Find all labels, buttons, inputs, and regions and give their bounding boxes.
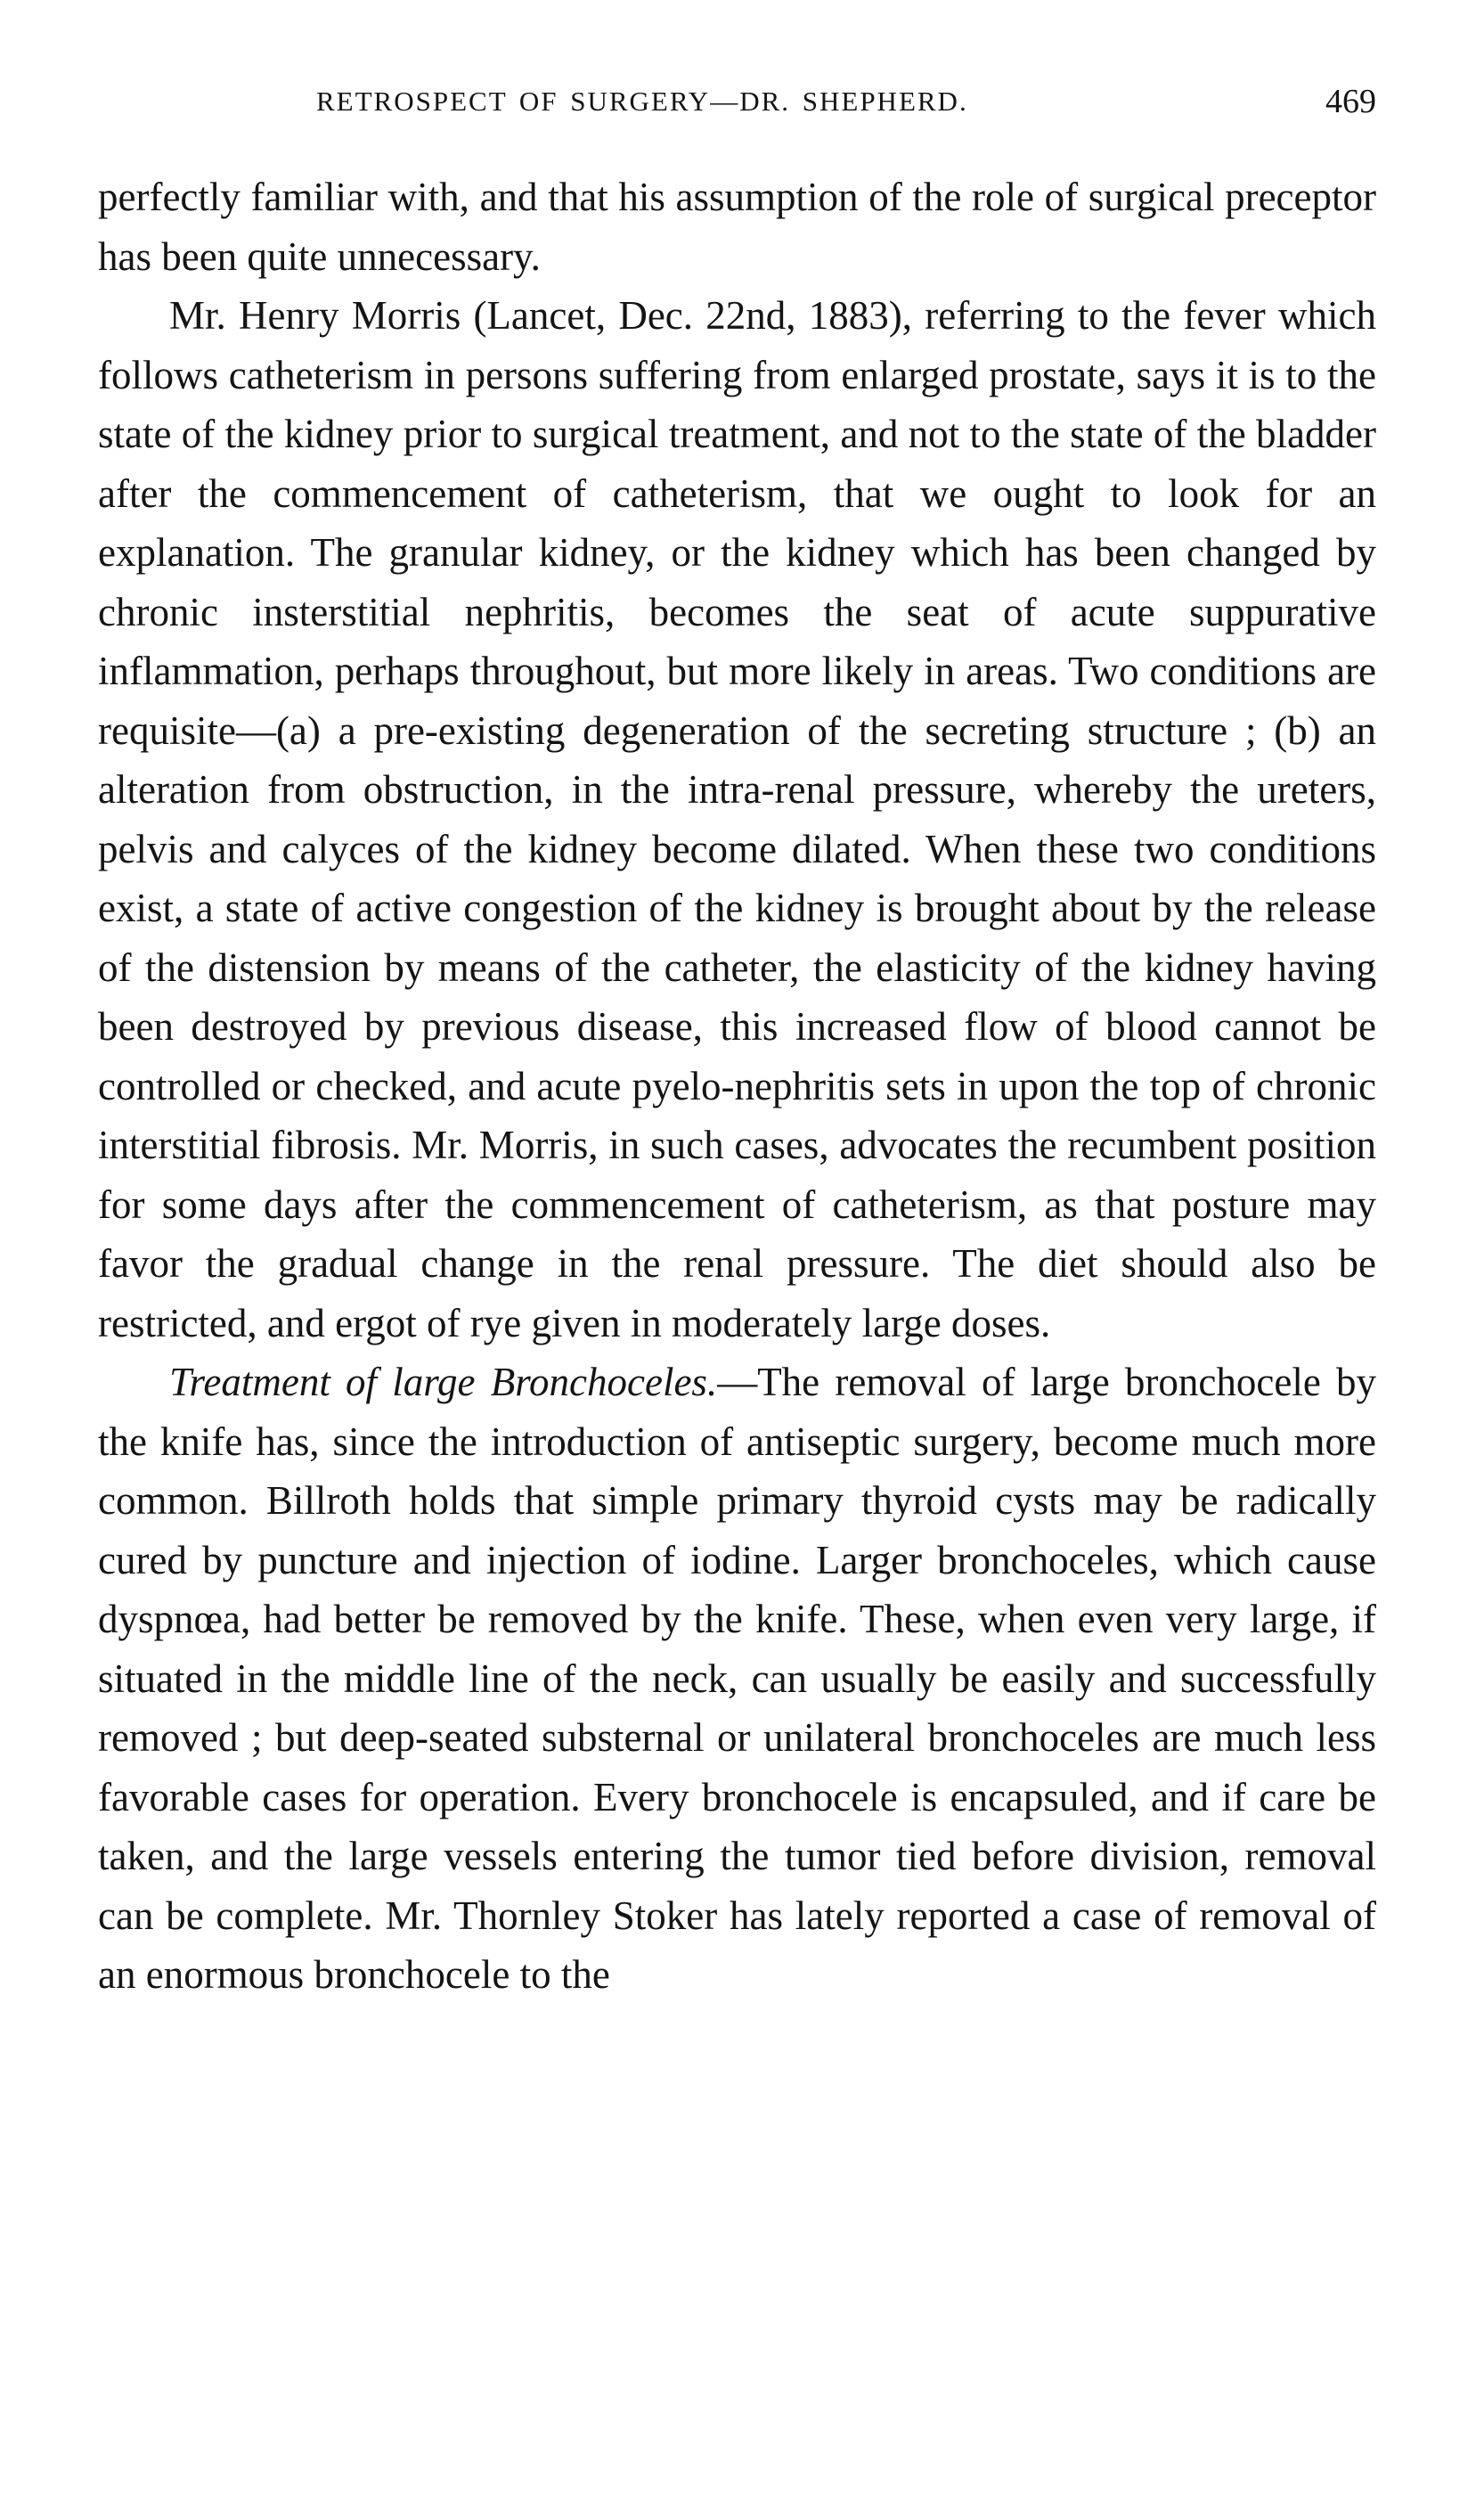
paragraph-bronchoceles-text: —The removal of large bronchocele by the knife has, since the introduction of antiseptic surgery, become much more common. Billroth holds that simple primary thyroid cysts may be radically cured by puncture and injection of iodine. Larger bronchoceles, which cause dyspnœa, had better be removed by the knife. These, when even very large, if situated in the middle line of the neck, can usually be easily and successfully removed ; but deep-seated substernal or unilateral bronchoceles are much less favorable cases for operation. Every bronchocele is encapsuled, and if care be taken, and the large vessels entering the tumor tied before division, removal can be complete. Mr. Thornley Stoker has lately reported a case of removal of an enormous bronchocele to the	[98, 1360, 1376, 1997]
paragraph-bronchoceles	[98, 1353, 1376, 2005]
page-number: 469	[1325, 83, 1376, 120]
section-lead-heading: Treatment of large Bronchoceles.	[169, 1360, 718, 1404]
running-head	[98, 83, 1376, 139]
paragraph-morris: Mr. Henry Morris (Lancet, Dec. 22nd, 1883), referring to the fever which follows catheterism in persons suffering from enlarged prostate, says it is to the state of the kidney prior to surgical treatment, and not to the state of the bladder after the commencement of catheterism, that we ought to look for an explanation. The granular kidney, or the kidney which has been changed by chronic insterstitial nephritis, becomes the seat of acute suppurative inflammation, perhaps throughout, but more likely in areas. Two conditions are requisite—(a) a pre-existing degeneration of the secreting structure ; (b) an alteration from obstruction, in the intra-renal pressure, whereby the ureters, pelvis and calyces of the kidney become dilated. When these two conditions exist, a state of active congestion of the kidney is brought about by the release of the distension by means of the catheter, the elasticity of the kidney having been destroyed by previous disease, this increased flow of blood cannot be controlled or checked, and acute pyelo-nephritis sets in upon the top of chronic interstitial fibrosis. Mr. Morris, in such cases, advocates the recumbent position for some days after the commencement of catheterism, as that posture may favor the gradual change in the renal pressure. The diet should also be restricted, and ergot of rye given in moderately large doses.	[98, 293, 1376, 1345]
body-text	[98, 168, 1376, 2005]
paragraph-continuation: perfectly familiar with, and that his assumption of the role of surgical preceptor has been quite unnecessary.	[98, 175, 1376, 279]
running-title: RETROSPECT OF SURGERY—DR. SHEPHERD.	[316, 86, 968, 117]
